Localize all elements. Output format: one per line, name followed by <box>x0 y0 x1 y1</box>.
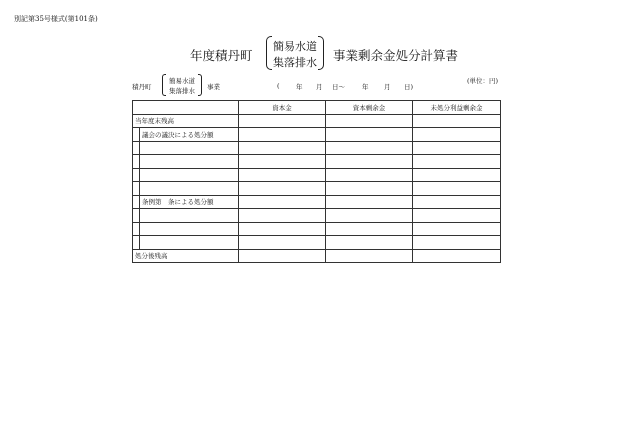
cell-input[interactable] <box>413 114 501 128</box>
cell-input[interactable] <box>140 222 239 236</box>
row-label-year-end-balance: 当年度末残高 <box>133 114 239 128</box>
document-title <box>190 36 490 72</box>
cell-input[interactable] <box>413 222 501 236</box>
period-end-month: 月 <box>384 83 391 91</box>
cell-input[interactable] <box>413 155 501 169</box>
cell-input[interactable] <box>140 209 239 223</box>
surplus-table <box>132 100 501 263</box>
cell-input[interactable] <box>239 155 326 169</box>
cell-input[interactable] <box>413 249 501 263</box>
table-row <box>133 114 501 128</box>
cell-input[interactable] <box>413 128 501 142</box>
cell-input[interactable] <box>239 114 326 128</box>
cell-input[interactable] <box>326 114 413 128</box>
header-blank <box>133 101 239 115</box>
cell-input[interactable] <box>326 249 413 263</box>
cell-input[interactable] <box>326 195 413 209</box>
cell-input[interactable] <box>413 209 501 223</box>
period-end-year: 年 <box>362 83 369 91</box>
form-number: 別記第35号様式(第101条) <box>14 15 98 23</box>
table-row <box>133 236 501 250</box>
table-row <box>133 155 501 169</box>
cell-input[interactable] <box>239 236 326 250</box>
period-start-month: 月 <box>316 83 323 91</box>
header-retained-earnings: 未処分利益剰余金 <box>413 101 501 115</box>
cell-input[interactable] <box>413 182 501 196</box>
jigyo-label: 事業 <box>207 83 220 91</box>
sub-bracket-bottom: 集落排水 <box>169 87 195 95</box>
table-row <box>133 222 501 236</box>
row-label-post-disposal-balance: 処分後残高 <box>133 249 239 263</box>
table-row <box>133 141 501 155</box>
cell-input[interactable] <box>140 155 239 169</box>
cell-input[interactable] <box>239 182 326 196</box>
title-bracket-bottom: 集落排水 <box>273 56 317 69</box>
title-bracket-top: 簡易水道 <box>273 40 317 53</box>
title-left: 年度積丹町 <box>190 48 253 63</box>
cell-input[interactable] <box>326 141 413 155</box>
table-row <box>133 249 501 263</box>
cell-input[interactable] <box>239 222 326 236</box>
table-row <box>133 209 501 223</box>
title-right: 事業剰余金処分計算書 <box>333 48 459 63</box>
cell-input[interactable] <box>326 209 413 223</box>
cell-input[interactable] <box>413 168 501 182</box>
cell-input[interactable] <box>326 128 413 142</box>
cell-input[interactable] <box>239 141 326 155</box>
cell-input[interactable] <box>326 155 413 169</box>
town-label: 積丹町 <box>132 83 152 91</box>
cell-input[interactable] <box>140 141 239 155</box>
cell-input[interactable] <box>140 182 239 196</box>
header-capital: 資本金 <box>239 101 326 115</box>
unit-label: (単位：円) <box>467 77 499 85</box>
table-row <box>133 182 501 196</box>
table-row <box>133 128 501 142</box>
title-bracket <box>266 36 324 70</box>
cell-input[interactable] <box>239 195 326 209</box>
table-header-row <box>133 101 501 115</box>
cell-input[interactable] <box>413 236 501 250</box>
period-open-paren: ( <box>277 82 280 90</box>
row-label-ordinance-disposal: 条例第 条による処分額 <box>140 195 239 209</box>
sub-bracket-top: 簡易水道 <box>169 77 195 85</box>
cell-input[interactable] <box>413 141 501 155</box>
cell-input[interactable] <box>326 168 413 182</box>
row-label-council-disposal: 議会の議決による処分額 <box>140 128 239 142</box>
cell-input[interactable] <box>239 168 326 182</box>
table-row <box>133 195 501 209</box>
cell-input[interactable] <box>326 182 413 196</box>
cell-input[interactable] <box>239 128 326 142</box>
period-start-day: 日～ <box>332 83 345 91</box>
cell-input[interactable] <box>239 249 326 263</box>
cell-input[interactable] <box>326 222 413 236</box>
period-end-day: 日) <box>404 83 414 91</box>
cell-input[interactable] <box>140 236 239 250</box>
cell-input[interactable] <box>413 195 501 209</box>
subheader <box>132 74 502 98</box>
sub-bracket <box>162 74 202 96</box>
header-capital-surplus: 資本剰余金 <box>326 101 413 115</box>
cell-input[interactable] <box>140 168 239 182</box>
cell-input[interactable] <box>326 236 413 250</box>
table-row <box>133 168 501 182</box>
period-start-year: 年 <box>296 83 303 91</box>
cell-input[interactable] <box>239 209 326 223</box>
